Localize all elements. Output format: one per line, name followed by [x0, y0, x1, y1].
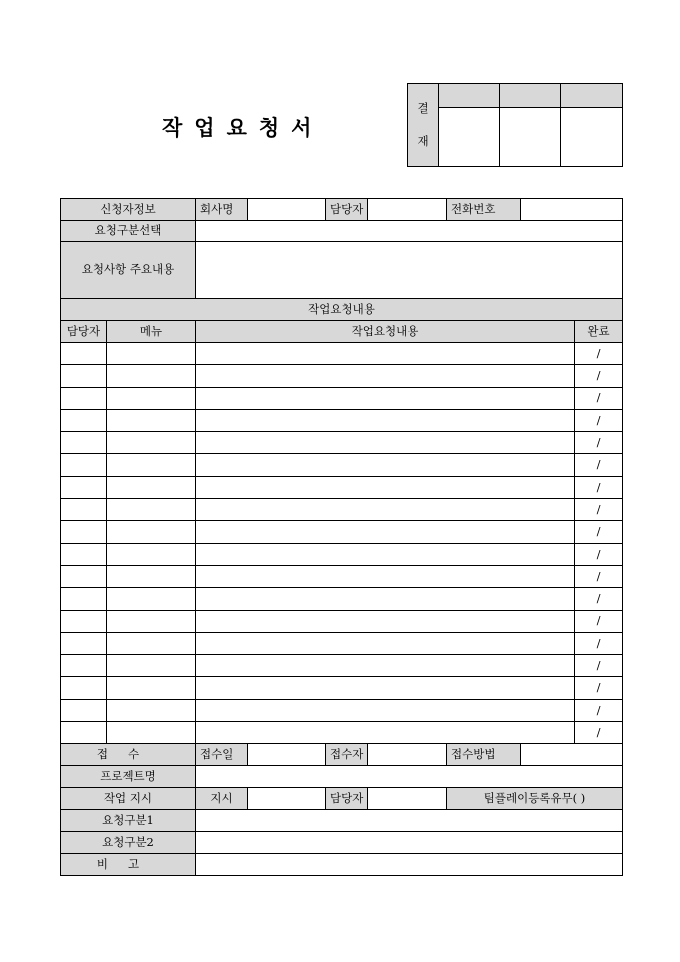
column-header-content: 작업요청내용	[196, 321, 575, 343]
table-row	[61, 655, 623, 677]
row-manager-cell[interactable]	[61, 499, 107, 521]
row-content-cell[interactable]	[196, 632, 575, 654]
approval-title-cell-1[interactable]	[439, 84, 500, 108]
column-header-menu: 메뉴	[107, 321, 196, 343]
row-done-cell[interactable]: /	[575, 521, 623, 543]
row-manager-cell[interactable]	[61, 365, 107, 387]
row-done-cell[interactable]: /	[575, 432, 623, 454]
table-row	[61, 521, 623, 543]
row-done-cell[interactable]: /	[575, 588, 623, 610]
row-manager-cell[interactable]	[61, 343, 107, 365]
table-row	[61, 365, 623, 387]
table-row	[61, 699, 623, 721]
row-done-cell[interactable]: /	[575, 499, 623, 521]
row-content-cell[interactable]	[196, 655, 575, 677]
manager-label: 담당자	[326, 199, 368, 221]
row-done-cell[interactable]: /	[575, 722, 623, 744]
row-manager-cell[interactable]	[61, 677, 107, 699]
request-form-table	[60, 198, 623, 876]
row-done-cell[interactable]: /	[575, 343, 623, 365]
approval-sign-cell-3[interactable]	[561, 108, 623, 167]
request-type-field[interactable]	[196, 221, 623, 242]
request-type2-field[interactable]	[196, 832, 623, 854]
row-manager-cell[interactable]	[61, 409, 107, 431]
request-type2-label: 요청구분2	[61, 832, 196, 854]
reception-date-label: 접수일	[196, 744, 248, 766]
work-instruction-label: 작업 지시	[61, 788, 196, 810]
row-content-cell[interactable]	[196, 722, 575, 744]
receiver-label: 접수자	[326, 744, 368, 766]
table-row	[61, 632, 623, 654]
row-manager-cell[interactable]	[61, 610, 107, 632]
remarks-field[interactable]	[196, 854, 623, 876]
request-main-field[interactable]	[196, 242, 623, 299]
table-row	[61, 432, 623, 454]
row-manager-cell[interactable]	[61, 588, 107, 610]
row-done-cell[interactable]: /	[575, 365, 623, 387]
row-content-cell[interactable]	[196, 409, 575, 431]
row-menu-cell[interactable]	[107, 454, 196, 476]
row-menu-cell[interactable]	[107, 699, 196, 721]
approval-label-2: 재	[417, 134, 429, 148]
row-content-cell[interactable]	[196, 543, 575, 565]
approval-box	[407, 83, 623, 167]
table-row	[61, 476, 623, 498]
approval-title-cell-3[interactable]	[561, 84, 623, 108]
table-row	[61, 409, 623, 431]
template-registration-label: 팀플레이등록유무( )	[447, 788, 623, 810]
request-main-label: 요청사항 주요내용	[61, 242, 196, 299]
document-title: 작업요청서	[162, 115, 324, 140]
row-menu-cell[interactable]	[107, 722, 196, 744]
approval-sign-cell-2[interactable]	[500, 108, 561, 167]
row-content-cell[interactable]	[196, 432, 575, 454]
work-section-title: 작업요청내용	[61, 299, 623, 321]
row-content-cell[interactable]	[196, 677, 575, 699]
manager-field[interactable]	[368, 199, 447, 221]
receiver-field[interactable]	[368, 744, 447, 766]
row-menu-cell[interactable]	[107, 521, 196, 543]
row-menu-cell[interactable]	[107, 677, 196, 699]
row-content-cell[interactable]	[196, 699, 575, 721]
row-content-cell[interactable]	[196, 343, 575, 365]
table-row	[61, 343, 623, 365]
row-content-cell[interactable]	[196, 499, 575, 521]
project-name-field[interactable]	[196, 766, 623, 788]
row-manager-cell[interactable]	[61, 521, 107, 543]
table-row	[61, 610, 623, 632]
table-row	[61, 543, 623, 565]
row-menu-cell[interactable]	[107, 476, 196, 498]
column-header-manager: 담당자	[61, 321, 107, 343]
row-manager-cell[interactable]	[61, 699, 107, 721]
approval-label-1: 결	[417, 100, 429, 115]
company-label: 회사명	[196, 199, 248, 221]
row-manager-cell[interactable]	[61, 476, 107, 498]
phone-field[interactable]	[521, 199, 623, 221]
row-menu-cell[interactable]	[107, 387, 196, 409]
table-row	[61, 454, 623, 476]
row-content-cell[interactable]	[196, 610, 575, 632]
row-menu-cell[interactable]	[107, 409, 196, 431]
instruction-label: 지시	[196, 788, 248, 810]
row-menu-cell[interactable]	[107, 610, 196, 632]
row-done-cell[interactable]: /	[575, 409, 623, 431]
reception-date-field[interactable]	[248, 744, 326, 766]
row-content-cell[interactable]	[196, 565, 575, 587]
table-row	[61, 677, 623, 699]
row-manager-cell[interactable]	[61, 565, 107, 587]
approval-title-cell-2[interactable]	[500, 84, 561, 108]
row-done-cell[interactable]: /	[575, 655, 623, 677]
row-done-cell[interactable]: /	[575, 565, 623, 587]
row-menu-cell[interactable]	[107, 543, 196, 565]
phone-label: 전화번호	[447, 199, 521, 221]
row-content-cell[interactable]	[196, 387, 575, 409]
row-manager-cell[interactable]	[61, 722, 107, 744]
reception-method-label: 접수방법	[447, 744, 521, 766]
row-menu-cell[interactable]	[107, 588, 196, 610]
row-done-cell[interactable]: /	[575, 543, 623, 565]
row-menu-cell[interactable]	[107, 655, 196, 677]
row-manager-cell[interactable]	[61, 543, 107, 565]
company-field[interactable]	[248, 199, 326, 221]
table-row	[61, 499, 623, 521]
row-menu-cell[interactable]	[107, 565, 196, 587]
row-manager-cell[interactable]	[61, 454, 107, 476]
instruction-field[interactable]	[248, 788, 326, 810]
row-menu-cell[interactable]	[107, 499, 196, 521]
row-done-cell[interactable]: /	[575, 632, 623, 654]
row-done-cell[interactable]: /	[575, 699, 623, 721]
table-row	[61, 387, 623, 409]
table-row	[61, 565, 623, 587]
row-manager-cell[interactable]	[61, 632, 107, 654]
approval-sign-cell-1[interactable]	[439, 108, 500, 167]
request-type1-label: 요청구분1	[61, 810, 196, 832]
row-manager-cell[interactable]	[61, 387, 107, 409]
row-done-cell[interactable]: /	[575, 476, 623, 498]
reception-method-field[interactable]	[521, 744, 623, 766]
approval-label	[408, 84, 439, 167]
row-menu-cell[interactable]	[107, 632, 196, 654]
instruction-manager-field[interactable]	[368, 788, 447, 810]
row-content-cell[interactable]	[196, 365, 575, 387]
table-row	[61, 722, 623, 744]
project-name-label: 프로젝트명	[61, 766, 196, 788]
row-content-cell[interactable]	[196, 454, 575, 476]
column-header-done: 완료	[575, 321, 623, 343]
row-menu-cell[interactable]	[107, 365, 196, 387]
row-content-cell[interactable]	[196, 588, 575, 610]
remarks-label: 비고	[61, 854, 196, 876]
row-menu-cell[interactable]	[107, 343, 196, 365]
row-menu-cell[interactable]	[107, 432, 196, 454]
row-done-cell[interactable]: /	[575, 610, 623, 632]
row-done-cell[interactable]: /	[575, 387, 623, 409]
instruction-manager-label: 담당자	[326, 788, 368, 810]
table-row	[61, 588, 623, 610]
row-done-cell[interactable]: /	[575, 677, 623, 699]
row-content-cell[interactable]	[196, 476, 575, 498]
request-type-label: 요청구분선택	[61, 221, 196, 242]
request-type1-field[interactable]	[196, 810, 623, 832]
applicant-info-label: 신청자정보	[61, 199, 196, 221]
row-manager-cell[interactable]	[61, 655, 107, 677]
reception-label: 접수	[61, 744, 196, 766]
row-content-cell[interactable]	[196, 521, 575, 543]
row-manager-cell[interactable]	[61, 432, 107, 454]
row-done-cell[interactable]: /	[575, 454, 623, 476]
